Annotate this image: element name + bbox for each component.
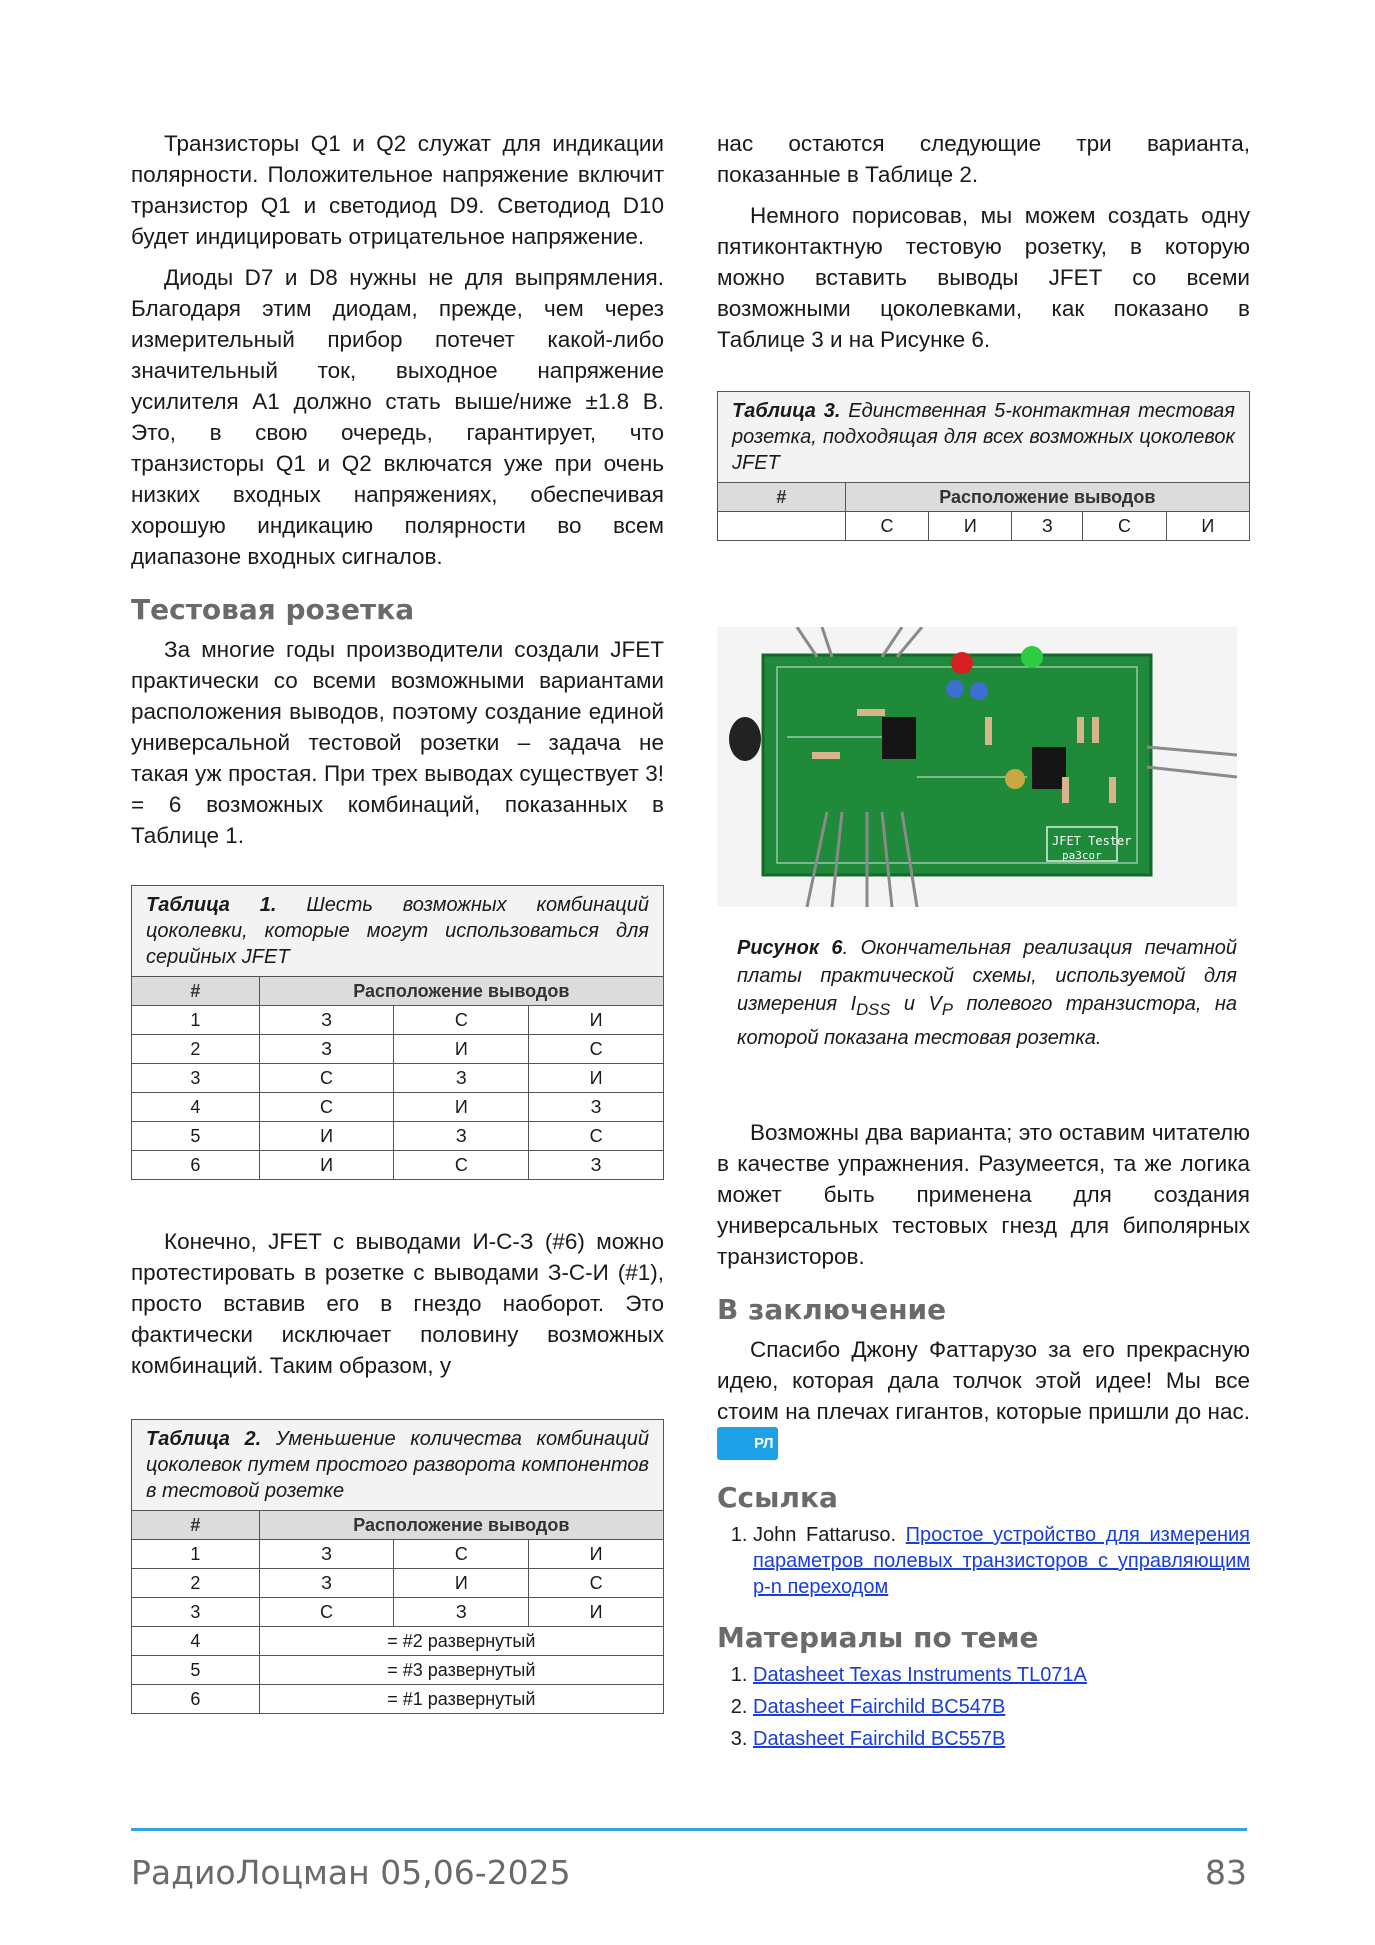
table-cell: 3 bbox=[132, 1064, 260, 1093]
paragraph: За многие годы производители создали JFET практически со всеми возможными вариантами расположения выводов, поэтому создание единой универсальной тестовой розетки – задача не такая уж простая. При трех выводах существует 3! = 6 возможных комбинаций, показанных в Таблице 1. bbox=[131, 637, 664, 848]
table-cell: З bbox=[394, 1064, 529, 1093]
table-cell: И bbox=[394, 1093, 529, 1122]
table-cell: 6 bbox=[132, 1685, 260, 1714]
col-header-num: # bbox=[718, 483, 846, 512]
paragraph: нас остаются следующие три варианта, показанные в Таблице 2. bbox=[717, 131, 1250, 187]
magazine-issue: РадиоЛоцман 05,06-2025 bbox=[131, 1853, 571, 1892]
table-row bbox=[132, 1006, 664, 1035]
table-cell: С bbox=[529, 1035, 664, 1064]
table-cell: З bbox=[259, 1569, 394, 1598]
table-row bbox=[132, 1064, 664, 1093]
right-column-lower bbox=[717, 1117, 1250, 1758]
table-cell: З bbox=[529, 1093, 664, 1122]
paragraph: Диоды D7 и D8 нужны не для выпрямления. Благодаря этим диодам, прежде, чем через измерительный прибор потечет какой-либо значительный ток, выходное напряжение усилителя A1 должно стать выше/ниже ±1.8 В. Это, в свою очередь, гарантирует, что транзисторы Q1 и Q2 включатся уже при очень низких входных напряжениях, обеспечивая хорошую индикацию полярности во всем диапазоне входных сигналов. bbox=[131, 265, 664, 569]
table-caption: Таблица 2. Уменьшение количества комбинаций цоколевок путем простого разворота компонентов в тестовой розетке bbox=[131, 1419, 664, 1510]
table-caption: Таблица 1. Шесть возможных комбинаций цоколевки, которые могут использоваться для серийных JFET bbox=[131, 885, 664, 976]
table-cell: З bbox=[1012, 512, 1083, 541]
table-cell: И bbox=[1166, 512, 1249, 541]
list-item bbox=[753, 1694, 1250, 1720]
section-heading-conclusion: В заключение bbox=[717, 1293, 947, 1326]
table-cell bbox=[718, 512, 846, 541]
page-number: 83 bbox=[1205, 1853, 1247, 1892]
col-header-num: # bbox=[132, 1511, 260, 1540]
table-3 bbox=[717, 391, 1250, 541]
table-row bbox=[132, 1035, 664, 1064]
table-cell: И bbox=[259, 1122, 394, 1151]
list-item: 1. John Fattaruso. Простое устройство для измерения параметров полевых транзисторов с управляющим p-n переходом bbox=[753, 1522, 1250, 1600]
table-cell: И bbox=[529, 1006, 664, 1035]
table-cell: С bbox=[259, 1598, 394, 1627]
table-caption: Таблица 3. Единственная 5-контактная тестовая розетка, подходящая для всех возможных цоколевок JFET bbox=[717, 391, 1250, 482]
paragraph: Конечно, JFET с выводами И-С-З (#6) можно протестировать в розетке с выводами З-С-И (#1), просто вставив его в гнездо наоборот. Это фактически исключает половину возможных комбинаций. Таким образом, у bbox=[131, 1229, 664, 1378]
table-cell: И bbox=[529, 1064, 664, 1093]
paragraph: Возможны два варианта; это оставим читателю в качестве упражнения. Разумеется, та же логика может быть применена для создания универсальных тестовых гнезд для биполярных транзисторов. bbox=[717, 1120, 1250, 1269]
table-cell: = #1 развернутый bbox=[259, 1685, 663, 1714]
paragraph: Транзисторы Q1 и Q2 служат для индикации полярности. Положительное напряжение включит транзистор Q1 и светодиод D9. Светодиод D10 будет индицировать отрицательное напряжение. bbox=[131, 131, 664, 249]
table-cell: И bbox=[394, 1569, 529, 1598]
section-heading-reference: Ссылка bbox=[717, 1481, 838, 1514]
reference-list bbox=[717, 1522, 1250, 1600]
table-cell: С bbox=[845, 512, 929, 541]
reference-link[interactable]: Простое устройство для измерения параметров полевых транзисторов с управляющим p-n переходом bbox=[753, 1524, 1250, 1598]
table-cell: 4 bbox=[132, 1627, 260, 1656]
table-row bbox=[132, 1122, 664, 1151]
radiolocman-badge: РЛ bbox=[717, 1427, 778, 1460]
section-heading-socket: Тестовая розетка bbox=[131, 593, 415, 626]
table-cell: З bbox=[259, 1006, 394, 1035]
figure-caption: Рисунок 6. Окончательная реализация печатной платы практической схемы, используемой для измерения $I_{DSS}$ и $V_P$ полевого транзистора, на которой показана тестовая розетка. bbox=[737, 937, 1238, 1049]
list-item bbox=[753, 1726, 1250, 1752]
list-item bbox=[753, 1662, 1250, 1688]
table-cell: С bbox=[259, 1093, 394, 1122]
table-row bbox=[132, 1540, 664, 1569]
table-cell: 6 bbox=[132, 1151, 260, 1180]
table-row bbox=[718, 512, 1250, 541]
datasheet-link[interactable]: Datasheet Fairchild BC547B bbox=[753, 1696, 1006, 1718]
table-row bbox=[132, 1685, 664, 1714]
table-cell: = #3 развернутый bbox=[259, 1656, 663, 1685]
pcb-photo bbox=[717, 627, 1237, 907]
table-cell: З bbox=[394, 1598, 529, 1627]
table-cell: С bbox=[394, 1540, 529, 1569]
section-heading-materials: Материалы по теме bbox=[717, 1621, 1039, 1654]
table-2 bbox=[131, 1419, 664, 1714]
table-row bbox=[132, 1093, 664, 1122]
paragraph: Спасибо Джону Фаттарузо за его прекрасную идею, которая дала толчок этой идее! Мы все стоим на плечах гигантов, которые пришли до нас.РЛ bbox=[717, 1334, 1250, 1460]
table-cell: И bbox=[259, 1151, 394, 1180]
materials-list bbox=[717, 1662, 1250, 1752]
left-column bbox=[131, 128, 664, 1714]
table-cell: И bbox=[529, 1540, 664, 1569]
table-cell: И bbox=[529, 1598, 664, 1627]
pcb-subtitle: pa3cor bbox=[1062, 849, 1102, 862]
col-header-pins: Расположение выводов bbox=[259, 977, 663, 1006]
table-cell: С bbox=[394, 1151, 529, 1180]
table-cell: З bbox=[529, 1151, 664, 1180]
table-cell: С bbox=[1083, 512, 1167, 541]
table-cell: С bbox=[259, 1064, 394, 1093]
table-cell: 4 bbox=[132, 1093, 260, 1122]
table-cell: И bbox=[394, 1035, 529, 1064]
col-header-pins: Расположение выводов bbox=[259, 1511, 663, 1540]
table-cell: С bbox=[529, 1122, 664, 1151]
table-row bbox=[132, 1569, 664, 1598]
table-cell: С bbox=[394, 1006, 529, 1035]
table-cell: З bbox=[394, 1122, 529, 1151]
table-cell: С bbox=[529, 1569, 664, 1598]
table-cell: 5 bbox=[132, 1122, 260, 1151]
col-header-num: # bbox=[132, 977, 260, 1006]
datasheet-link[interactable]: Datasheet Texas Instruments TL071A bbox=[753, 1664, 1087, 1686]
footer-rule bbox=[131, 1828, 1247, 1831]
table-cell: И bbox=[929, 512, 1012, 541]
table-cell: = #2 развернутый bbox=[259, 1627, 663, 1656]
table-row bbox=[132, 1151, 664, 1180]
table-cell: 1 bbox=[132, 1540, 260, 1569]
table-cell: З bbox=[259, 1035, 394, 1064]
right-column bbox=[717, 128, 1250, 541]
table-cell: 1 bbox=[132, 1006, 260, 1035]
table-row bbox=[132, 1627, 664, 1656]
table-cell: 3 bbox=[132, 1598, 260, 1627]
table-cell: 2 bbox=[132, 1035, 260, 1064]
table-row bbox=[132, 1656, 664, 1685]
table-cell: 2 bbox=[132, 1569, 260, 1598]
table-cell: 5 bbox=[132, 1656, 260, 1685]
table-cell: З bbox=[259, 1540, 394, 1569]
paragraph: Немного порисовав, мы можем создать одну пятиконтактную тестовую розетку, в которую можно вставить выводы JFET со всеми возможными цоколевками, как показано в Таблице 3 и на Рисунке 6. bbox=[717, 203, 1250, 352]
col-header-pins: Расположение выводов bbox=[845, 483, 1249, 512]
table-row bbox=[132, 1598, 664, 1627]
datasheet-link[interactable]: Datasheet Fairchild BC557B bbox=[753, 1728, 1006, 1750]
pcb-title: JFET Tester bbox=[1052, 834, 1132, 848]
table-1 bbox=[131, 885, 664, 1180]
